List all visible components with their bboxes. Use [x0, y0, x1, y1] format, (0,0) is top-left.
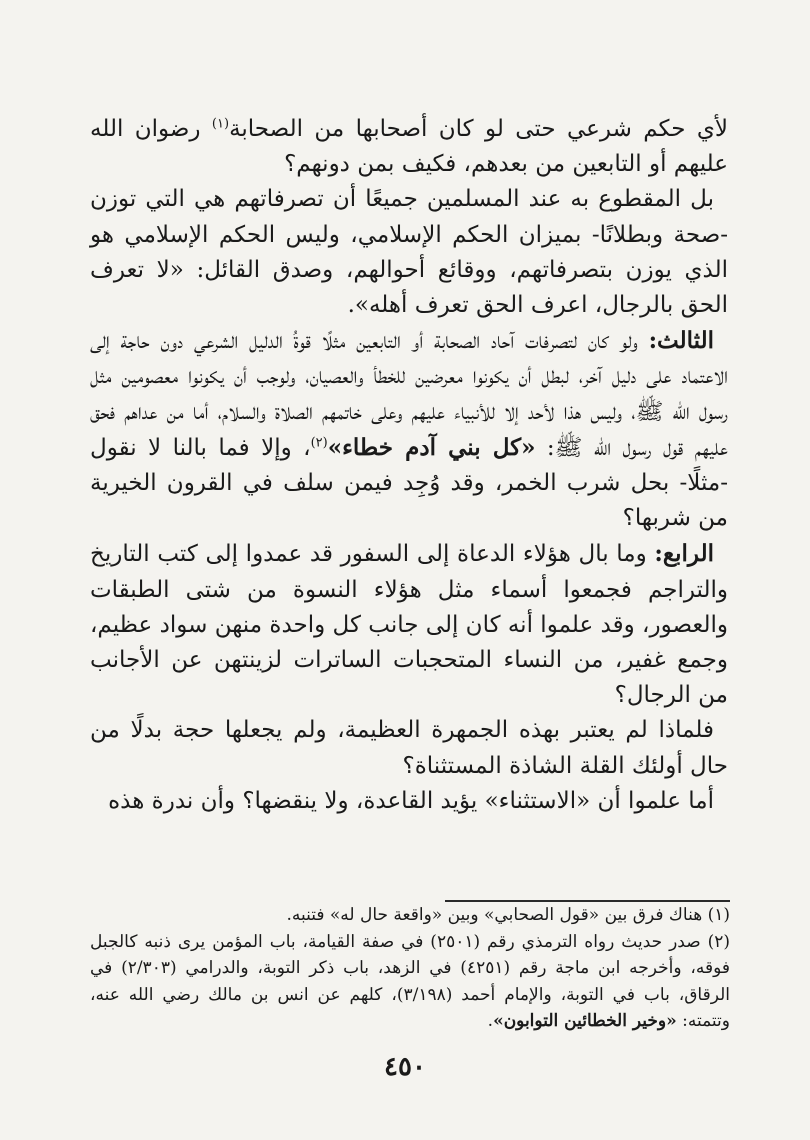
paragraph-2: بل المقطوع به عند المسلمين جميعًا أن تصرفاتهم هي التي توزن -صحة وبطلانًا- بميزان الحكم الإسلامي، وليس الحكم الإسلامي هو الذي يوزن بتصرفاتهم، ووقائع أحوالهم، وصدق القائل: «لا تعرف الحق بالرجال، اعرف الحق تعرف أهله». — [90, 186, 728, 319]
page-number: ٤٥٠ — [384, 1052, 426, 1082]
point-label-fourth: الرابع: — [654, 540, 714, 568]
footnote-ref-1: (١) — [211, 116, 230, 132]
footnote-2-quote: «وخير الخطائين التوابون» — [493, 1011, 677, 1031]
paragraph-3-text-a: ولو كان لتصرفات آحاد الصحابة أو التابعين مثلًا قوةُ الدليل الشرعي دون حاجة إلى الاعتماد على دليل آخر، لبطل أن يكونوا معرضين للخطأ والعصيان، ولوجب أن يكونوا معصومين مثل رسول الله ﷺ، وليس هذا لأحد إلا للأنبياء عليهم وعلى خاتمهم الصلاة والسلام، أما من عداهم فحق عليهم قول رسول الله ﷺ: — [90, 328, 728, 461]
paragraph-1-text-a: لأي حكم شرعي حتى لو كان أصحابها من الصحابة — [229, 116, 728, 142]
paragraph-4 — [90, 536, 728, 713]
paragraph-1-text-b: رضوان الله عليهم أو التابعين من بعدهم، فكيف بمن دونهم؟ — [90, 116, 728, 178]
paragraph-5: فلماذا لم يعتبر بهذه الجمهرة العظيمة، ولم يجعلها حجة بدلًا من حال أولئك القلة الشاذة المستثناة؟ — [90, 717, 728, 779]
hadith-quote: «كل بني آدم خطاء» — [327, 433, 536, 461]
paragraph-6: أما علموا أن «الاستثناء» يؤيد القاعدة، ولا ينقضها؟ وأن ندرة هذه — [108, 787, 714, 814]
paragraph-3 — [90, 323, 728, 536]
footnote-2 — [90, 929, 730, 1035]
footnotes — [90, 902, 730, 1035]
footnote-1: (١) هناك فرق بين «قول الصحابي» وبين «واقعة حال له» فتنبه. — [286, 905, 730, 925]
footnote-2-end: . — [487, 1011, 494, 1031]
point-label-third: الثالث: — [648, 327, 714, 355]
paragraph-4-text: وما بال هؤلاء الدعاة إلى السفور قد عمدوا إلى كتب التاريخ والتراجم فجمعوا أسماء مثل هؤلاء النسوة من شتى الطبقات والعصور، وقد علموا أنه كان إلى جانب كل واحدة منهن سواد عظيم، وجمع غفير، من النساء المتحجبات الساترات لزينتهن عن الأجانب من الرجال؟ — [90, 541, 728, 709]
main-text — [90, 112, 728, 819]
footnote-2-text: (٢) صدر حديث رواه الترمذي رقم (٢٥٠١) في صفة القيامة، باب المؤمن يرى ذنبه كالجبل فوقه، وأخرجه ابن ماجة رقم (٤٢٥١) في الزهد، باب ذكر التوبة، والدرامي (٢/٣٠٣) في الرقاق، باب في التوبة، والإمام أحمد (٣/١٩٨)، كلهم عن انس بن مالك رضي الله عنه، وتتمته: — [90, 931, 731, 1031]
paragraph-1 — [90, 112, 728, 182]
footnote-ref-2: (٢) — [310, 435, 328, 451]
paragraph-3-text-b: ، وإلا فما بالنا لا نقول -مثلًا- بحل شرب الخمر، وقد وُجِد فيمن سلف في القرون الخيرية من شربها؟ — [90, 434, 728, 532]
